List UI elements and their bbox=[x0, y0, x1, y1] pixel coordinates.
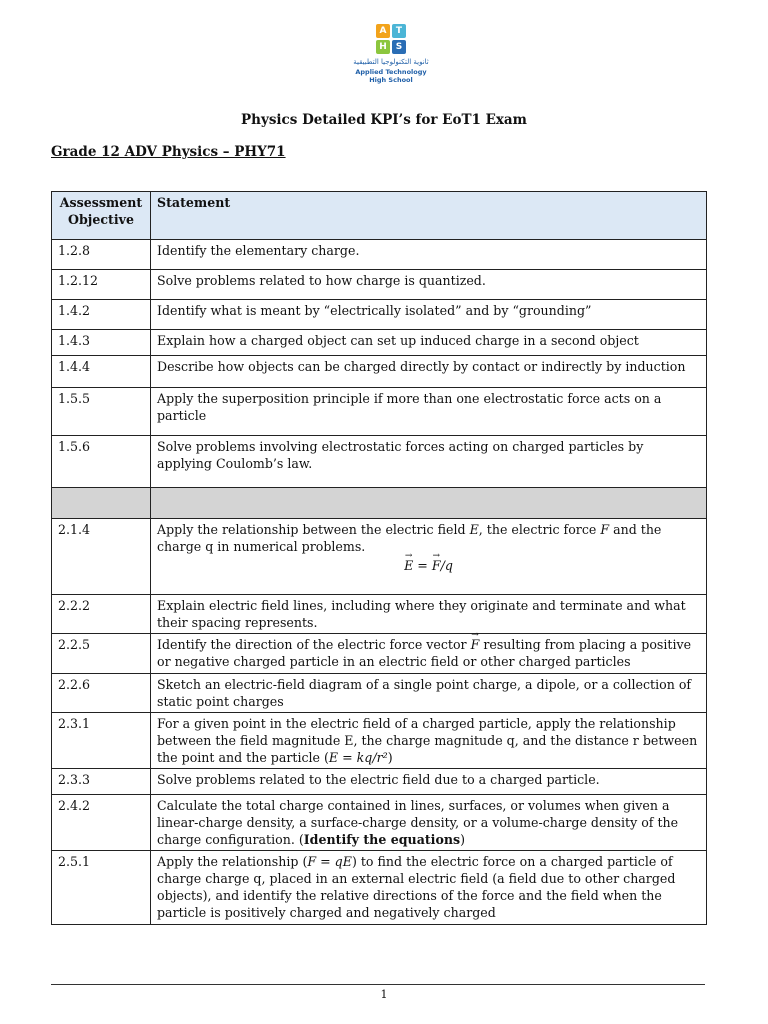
table-header-row bbox=[52, 192, 707, 240]
objective-id bbox=[52, 488, 151, 519]
statement-cell bbox=[151, 488, 707, 519]
logo-arabic-text: ثانوية التكنولوجيا التطبيقية bbox=[353, 58, 429, 66]
statement-cell: Solve problems involving electrostatic forces acting on charged particles by applying Coulomb’s law. bbox=[151, 436, 707, 488]
statement-text: ) bbox=[387, 750, 393, 765]
objective-id: 2.2.5 bbox=[52, 634, 151, 674]
table-row bbox=[52, 240, 707, 270]
statement-text: Calculate the total charge contained in lines, surfaces, or volumes when given a linear-charge density, a surface-charge density, or a volume-charge density of the charge configuration. ( bbox=[157, 798, 679, 847]
objective-id: 2.3.1 bbox=[52, 713, 151, 769]
objective-id: 2.1.4 bbox=[52, 519, 151, 595]
objective-id: 2.2.2 bbox=[52, 595, 151, 634]
footer-divider bbox=[51, 984, 705, 985]
objective-id: 2.2.6 bbox=[52, 674, 151, 713]
logo-tile-t: T bbox=[392, 24, 406, 38]
statement-cell: Identify what is meant by “electrically isolated” and by “grounding” bbox=[151, 300, 707, 330]
logo-tile-a: A bbox=[376, 24, 390, 38]
statement-cell bbox=[151, 851, 707, 925]
objective-id: 1.2.8 bbox=[52, 240, 151, 270]
statement-text: For a given point in the electric field of a charged particle, apply the relationship between the field magnitude E, the charge magnitude q, and the distance r between the point and the particle ( bbox=[157, 716, 698, 765]
statement-cell: Describe how objects can be charged directly by contact or indirectly by induction bbox=[151, 356, 707, 388]
statement-text: and the charge q in numerical problems. bbox=[157, 522, 662, 554]
header-assessment-objective: Assessment Objective bbox=[52, 192, 151, 240]
table-row bbox=[52, 356, 707, 388]
statement-cell: Explain electric field lines, including where they originate and terminate and what their spacing represents. bbox=[151, 595, 707, 634]
header-statement: Statement bbox=[151, 192, 707, 240]
page-number: 1 bbox=[380, 988, 388, 1001]
statement-text: Apply the relationship between the electric field bbox=[157, 522, 470, 537]
table-row bbox=[52, 769, 707, 795]
statement-cell: Solve problems related to the electric field due to a charged particle. bbox=[151, 769, 707, 795]
table-row bbox=[52, 270, 707, 300]
kpi-table bbox=[51, 191, 707, 925]
statement-cell bbox=[151, 795, 707, 851]
table-row bbox=[52, 300, 707, 330]
logo-english-text: Applied Technology High School bbox=[355, 68, 427, 84]
table-row bbox=[52, 330, 707, 356]
document-title: Physics Detailed KPI’s for EoT1 Exam bbox=[241, 112, 527, 128]
school-logo bbox=[346, 22, 436, 82]
statement-cell: Identify the elementary charge. bbox=[151, 240, 707, 270]
statement-text: , the electric force bbox=[478, 522, 601, 537]
variable-e: E bbox=[469, 522, 479, 537]
table-row bbox=[52, 634, 707, 674]
table-row bbox=[52, 713, 707, 769]
statement-cell: Apply the superposition principle if more than one electrostatic force acts on a particle bbox=[151, 388, 707, 436]
objective-id: 1.5.6 bbox=[52, 436, 151, 488]
statement-text: ) bbox=[460, 832, 466, 847]
objective-id: 2.4.2 bbox=[52, 795, 151, 851]
objective-id: 2.3.3 bbox=[52, 769, 151, 795]
table-row bbox=[52, 595, 707, 634]
statement-cell bbox=[151, 634, 707, 674]
objective-id: 1.2.12 bbox=[52, 270, 151, 300]
variable-f: F bbox=[600, 522, 610, 537]
objective-id: 1.5.5 bbox=[52, 388, 151, 436]
objective-id: 2.5.1 bbox=[52, 851, 151, 925]
table-row bbox=[52, 519, 707, 595]
statement-cell: Solve problems related to how charge is quantized. bbox=[151, 270, 707, 300]
statement-text: resulting from placing a positive or negative charged particle in an electric field or other charged particles bbox=[157, 637, 692, 669]
objective-id: 1.4.4 bbox=[52, 356, 151, 388]
logo-tile-h: H bbox=[376, 40, 390, 54]
formula-coulomb-field: E = kq/r² bbox=[328, 750, 388, 765]
statement-cell bbox=[151, 519, 707, 595]
table-row bbox=[52, 388, 707, 436]
table-separator-row bbox=[52, 488, 707, 519]
logo-tile-s: S bbox=[392, 40, 406, 54]
statement-cell bbox=[151, 713, 707, 769]
equation-e-equals-f-over-q: → E = → F/q bbox=[157, 555, 700, 574]
statement-text: Apply the relationship ( bbox=[157, 854, 308, 869]
statement-bold-text: Identify the equations bbox=[303, 832, 461, 847]
formula-force: F = qE bbox=[307, 854, 352, 869]
objective-id: 1.4.3 bbox=[52, 330, 151, 356]
vector-e: → E bbox=[404, 557, 413, 574]
table-row bbox=[52, 795, 707, 851]
table-row bbox=[52, 674, 707, 713]
table-row bbox=[52, 436, 707, 488]
statement-cell: Sketch an electric-field diagram of a single point charge, a dipole, or a collection of static point charges bbox=[151, 674, 707, 713]
statement-cell: Explain how a charged object can set up induced charge in a second object bbox=[151, 330, 707, 356]
statement-text: ) to find the electric force on a charged particle of charge charge q, placed in an external electric field (a field due to other charged objects), and identify the relative directions of the force and the field when the particle is positively charged and negatively charged bbox=[157, 854, 676, 920]
objective-id: 1.4.2 bbox=[52, 300, 151, 330]
document-subtitle: Grade 12 ADV Physics – PHY71 bbox=[51, 144, 286, 160]
statement-text: Identify the direction of the electric force vector bbox=[157, 637, 471, 652]
vector-f: → F bbox=[432, 557, 441, 574]
table-row bbox=[52, 851, 707, 925]
vector-f: → F bbox=[471, 636, 480, 653]
